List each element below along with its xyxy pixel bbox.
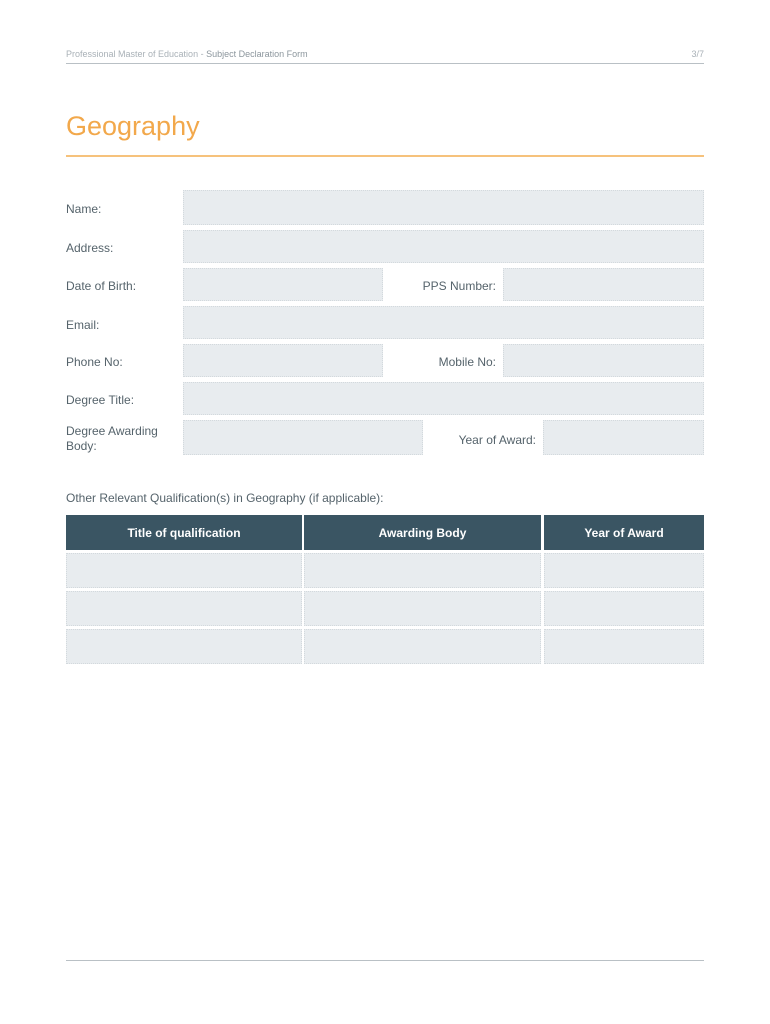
- address-label: Address:: [66, 241, 114, 255]
- document-title: Professional Master of Education -: [66, 49, 207, 59]
- mobile-field[interactable]: [503, 344, 704, 377]
- email-label: Email:: [66, 318, 100, 332]
- page-number: 3/7: [691, 49, 704, 59]
- table-cell-year[interactable]: [544, 591, 704, 626]
- degree-title-label: Degree Title:: [66, 393, 135, 407]
- name-field[interactable]: [183, 190, 704, 225]
- mobile-label: Mobile No:: [438, 355, 496, 369]
- degree-body-label-line2: Body:: [66, 439, 97, 453]
- table-cell-title[interactable]: [66, 629, 302, 664]
- degree-title-field[interactable]: [183, 382, 704, 415]
- address-field[interactable]: [183, 230, 704, 263]
- title-divider: [66, 155, 704, 157]
- table-header-year: Year of Award: [544, 515, 704, 550]
- table-cell-year[interactable]: [544, 553, 704, 588]
- table-cell-title[interactable]: [66, 553, 302, 588]
- degree-body-label: [66, 424, 158, 454]
- pps-label: PPS Number:: [422, 279, 496, 293]
- dob-field[interactable]: [183, 268, 383, 301]
- year-award-field[interactable]: [543, 420, 704, 455]
- name-label: Name:: [66, 202, 102, 216]
- table-cell-awarding-body[interactable]: [304, 591, 541, 626]
- page-header: [66, 49, 704, 64]
- section-title: Geography: [66, 111, 200, 141]
- header-text: [66, 49, 308, 59]
- degree-body-field[interactable]: [183, 420, 423, 455]
- document-subtitle: Subject Declaration Form: [206, 49, 308, 59]
- qualifications-intro: Other Relevant Qualification(s) in Geography (if applicable):: [66, 491, 384, 505]
- phone-field[interactable]: [183, 344, 383, 377]
- pps-field[interactable]: [503, 268, 704, 301]
- phone-label: Phone No:: [66, 355, 123, 369]
- table-header-title: Title of qualification: [66, 515, 302, 550]
- footer-divider: [66, 960, 704, 961]
- email-field[interactable]: [183, 306, 704, 339]
- table-cell-title[interactable]: [66, 591, 302, 626]
- table-cell-year[interactable]: [544, 629, 704, 664]
- table-cell-awarding-body[interactable]: [304, 553, 541, 588]
- table-cell-awarding-body[interactable]: [304, 629, 541, 664]
- degree-body-label-line1: Degree Awarding: [66, 424, 158, 438]
- dob-label: Date of Birth:: [66, 279, 137, 293]
- table-header-awarding-body: Awarding Body: [304, 515, 541, 550]
- year-award-label: Year of Award:: [458, 433, 536, 447]
